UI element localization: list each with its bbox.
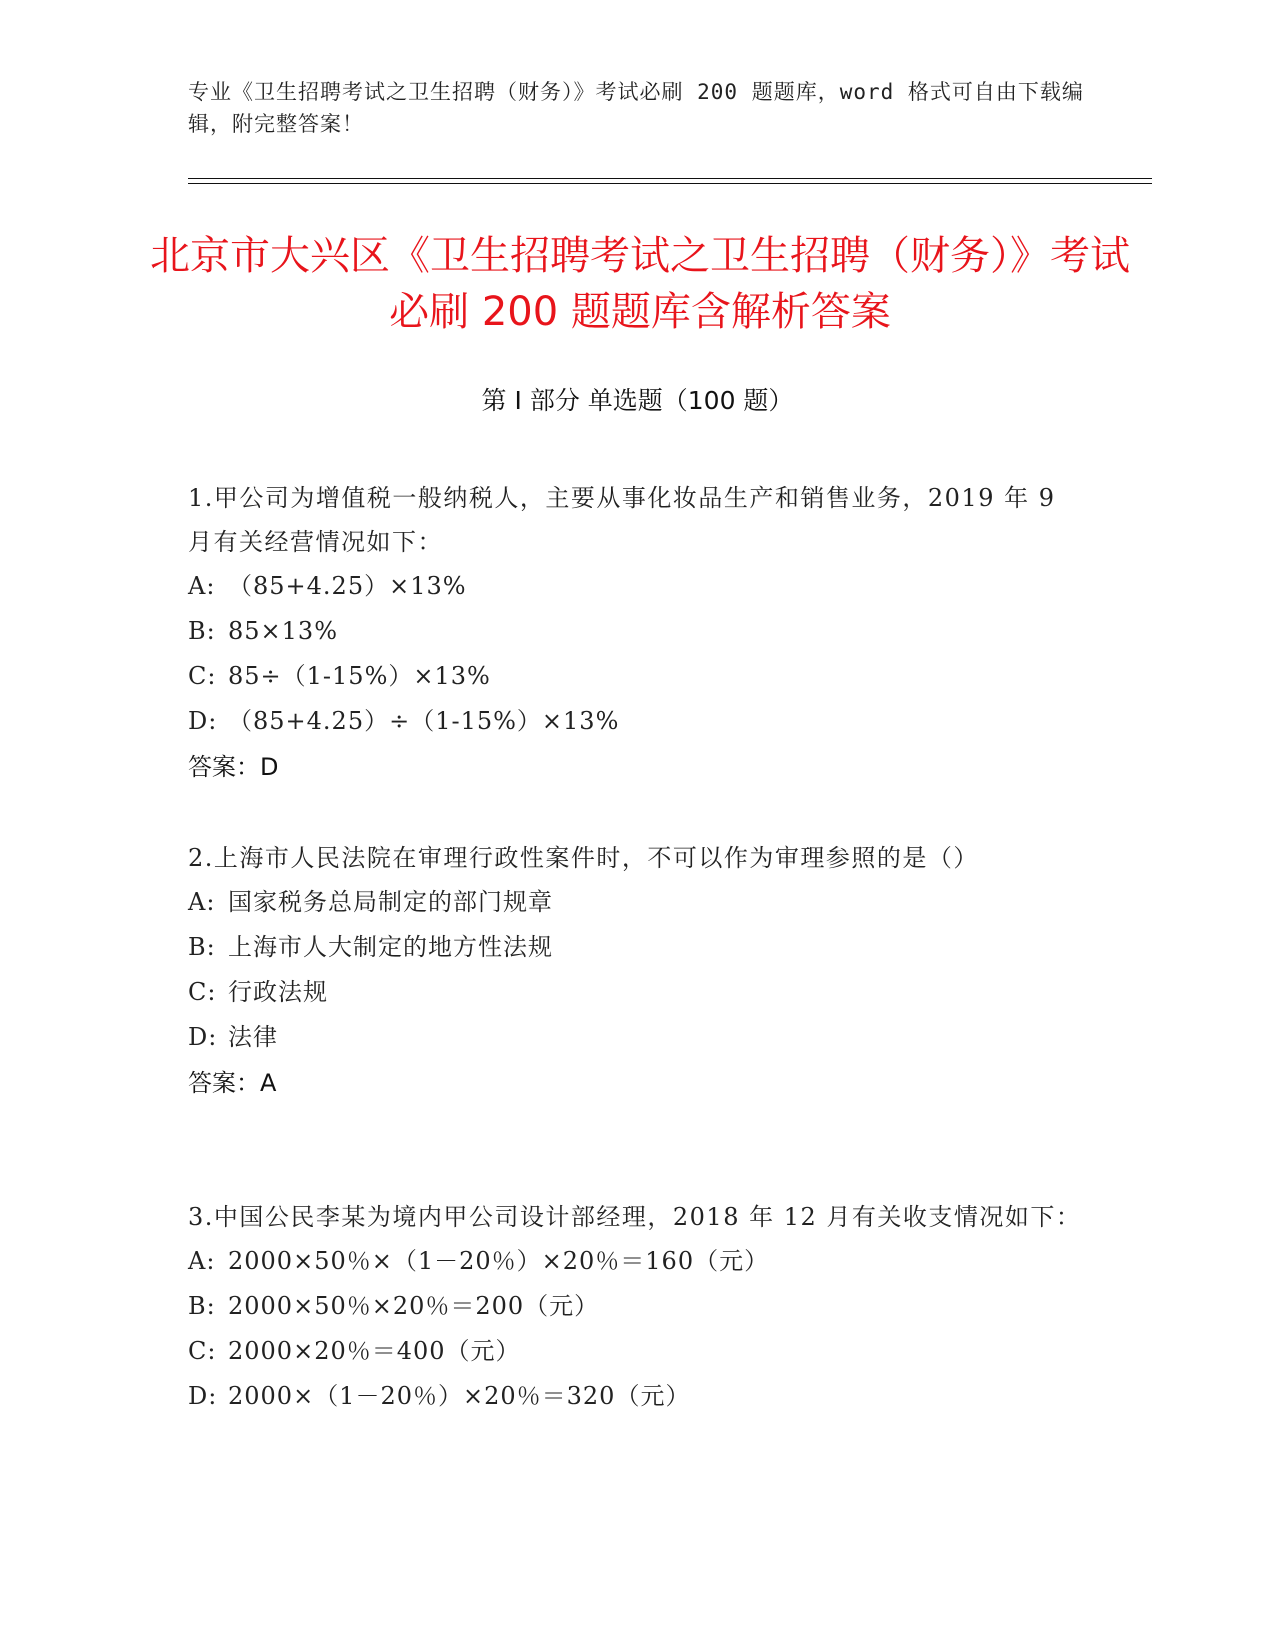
option-letter: C:	[188, 978, 217, 1006]
option-letter: B:	[188, 933, 216, 961]
option-letter: B:	[188, 617, 216, 645]
option-b	[188, 925, 1088, 970]
question-stem: 3.中国公民李某为境内甲公司设计部经理，2018 年 12 月有关收支情况如下：	[188, 1203, 1082, 1231]
option-a	[188, 564, 1088, 609]
question-2	[188, 836, 1088, 1106]
option-letter: C:	[188, 1337, 217, 1365]
option-text: 85×13%	[228, 617, 338, 645]
document-title: 北京市大兴区《卫生招聘考试之卫生招聘（财务）》考试必刷 200 题题库含解析答案	[150, 233, 1130, 335]
option-text: 上海市人大制定的地方性法规	[228, 933, 553, 961]
option-letter: A:	[188, 1247, 216, 1275]
option-letter: B:	[188, 1292, 216, 1320]
option-letter: C:	[188, 662, 217, 690]
option-text: 2000×（1－20％）×20％＝320（元）	[228, 1382, 691, 1410]
option-text: 法律	[228, 1023, 278, 1051]
option-d	[188, 1015, 1088, 1060]
option-a	[188, 880, 1088, 925]
question-stem: 2.上海市人民法院在审理行政性案件时，不可以作为审理参照的是（）	[188, 844, 979, 872]
option-letter: A:	[188, 572, 216, 600]
option-text: 2000×50％×20％＝200（元）	[228, 1292, 600, 1320]
option-text: 国家税务总局制定的部门规章	[228, 888, 553, 916]
answer: 答案：A	[188, 1069, 277, 1097]
option-text: 2000×20％＝400（元）	[228, 1337, 521, 1365]
option-c	[188, 654, 1088, 699]
section-title: 第 I 部分 单选题（100 题）	[481, 386, 794, 415]
answer: 答案：D	[188, 753, 279, 781]
question-1	[188, 476, 1088, 790]
question-3	[188, 1195, 1088, 1419]
option-b	[188, 1284, 1088, 1329]
option-text: 行政法规	[228, 978, 328, 1006]
option-c	[188, 1329, 1088, 1374]
option-text: （85+4.25）×13%	[228, 572, 467, 600]
option-c	[188, 970, 1088, 1015]
question-stem: 1.甲公司为增值税一般纳税人，主要从事化妆品生产和销售业务，2019 年 9 月有关经营情况如下：	[188, 484, 1056, 556]
option-text: 85÷（1-15%）×13%	[228, 662, 491, 690]
option-letter: D:	[188, 707, 218, 735]
option-letter: A:	[188, 888, 216, 916]
header-note: 专业《卫生招聘考试之卫生招聘（财务）》考试必刷 200 题题库，word 格式可自由下载编辑，附完整答案！	[188, 80, 1084, 136]
option-text: 2000×50％×（1－20％）×20％＝160（元）	[228, 1247, 770, 1275]
option-d	[188, 699, 1088, 744]
option-d	[188, 1374, 1088, 1419]
option-text: （85+4.25）÷（1-15%）×13%	[228, 707, 620, 735]
option-letter: D:	[188, 1382, 218, 1410]
option-a	[188, 1239, 1088, 1284]
option-b	[188, 609, 1088, 654]
option-letter: D:	[188, 1023, 218, 1051]
header-divider-bottom	[188, 183, 1152, 184]
header-divider-top	[188, 178, 1152, 179]
